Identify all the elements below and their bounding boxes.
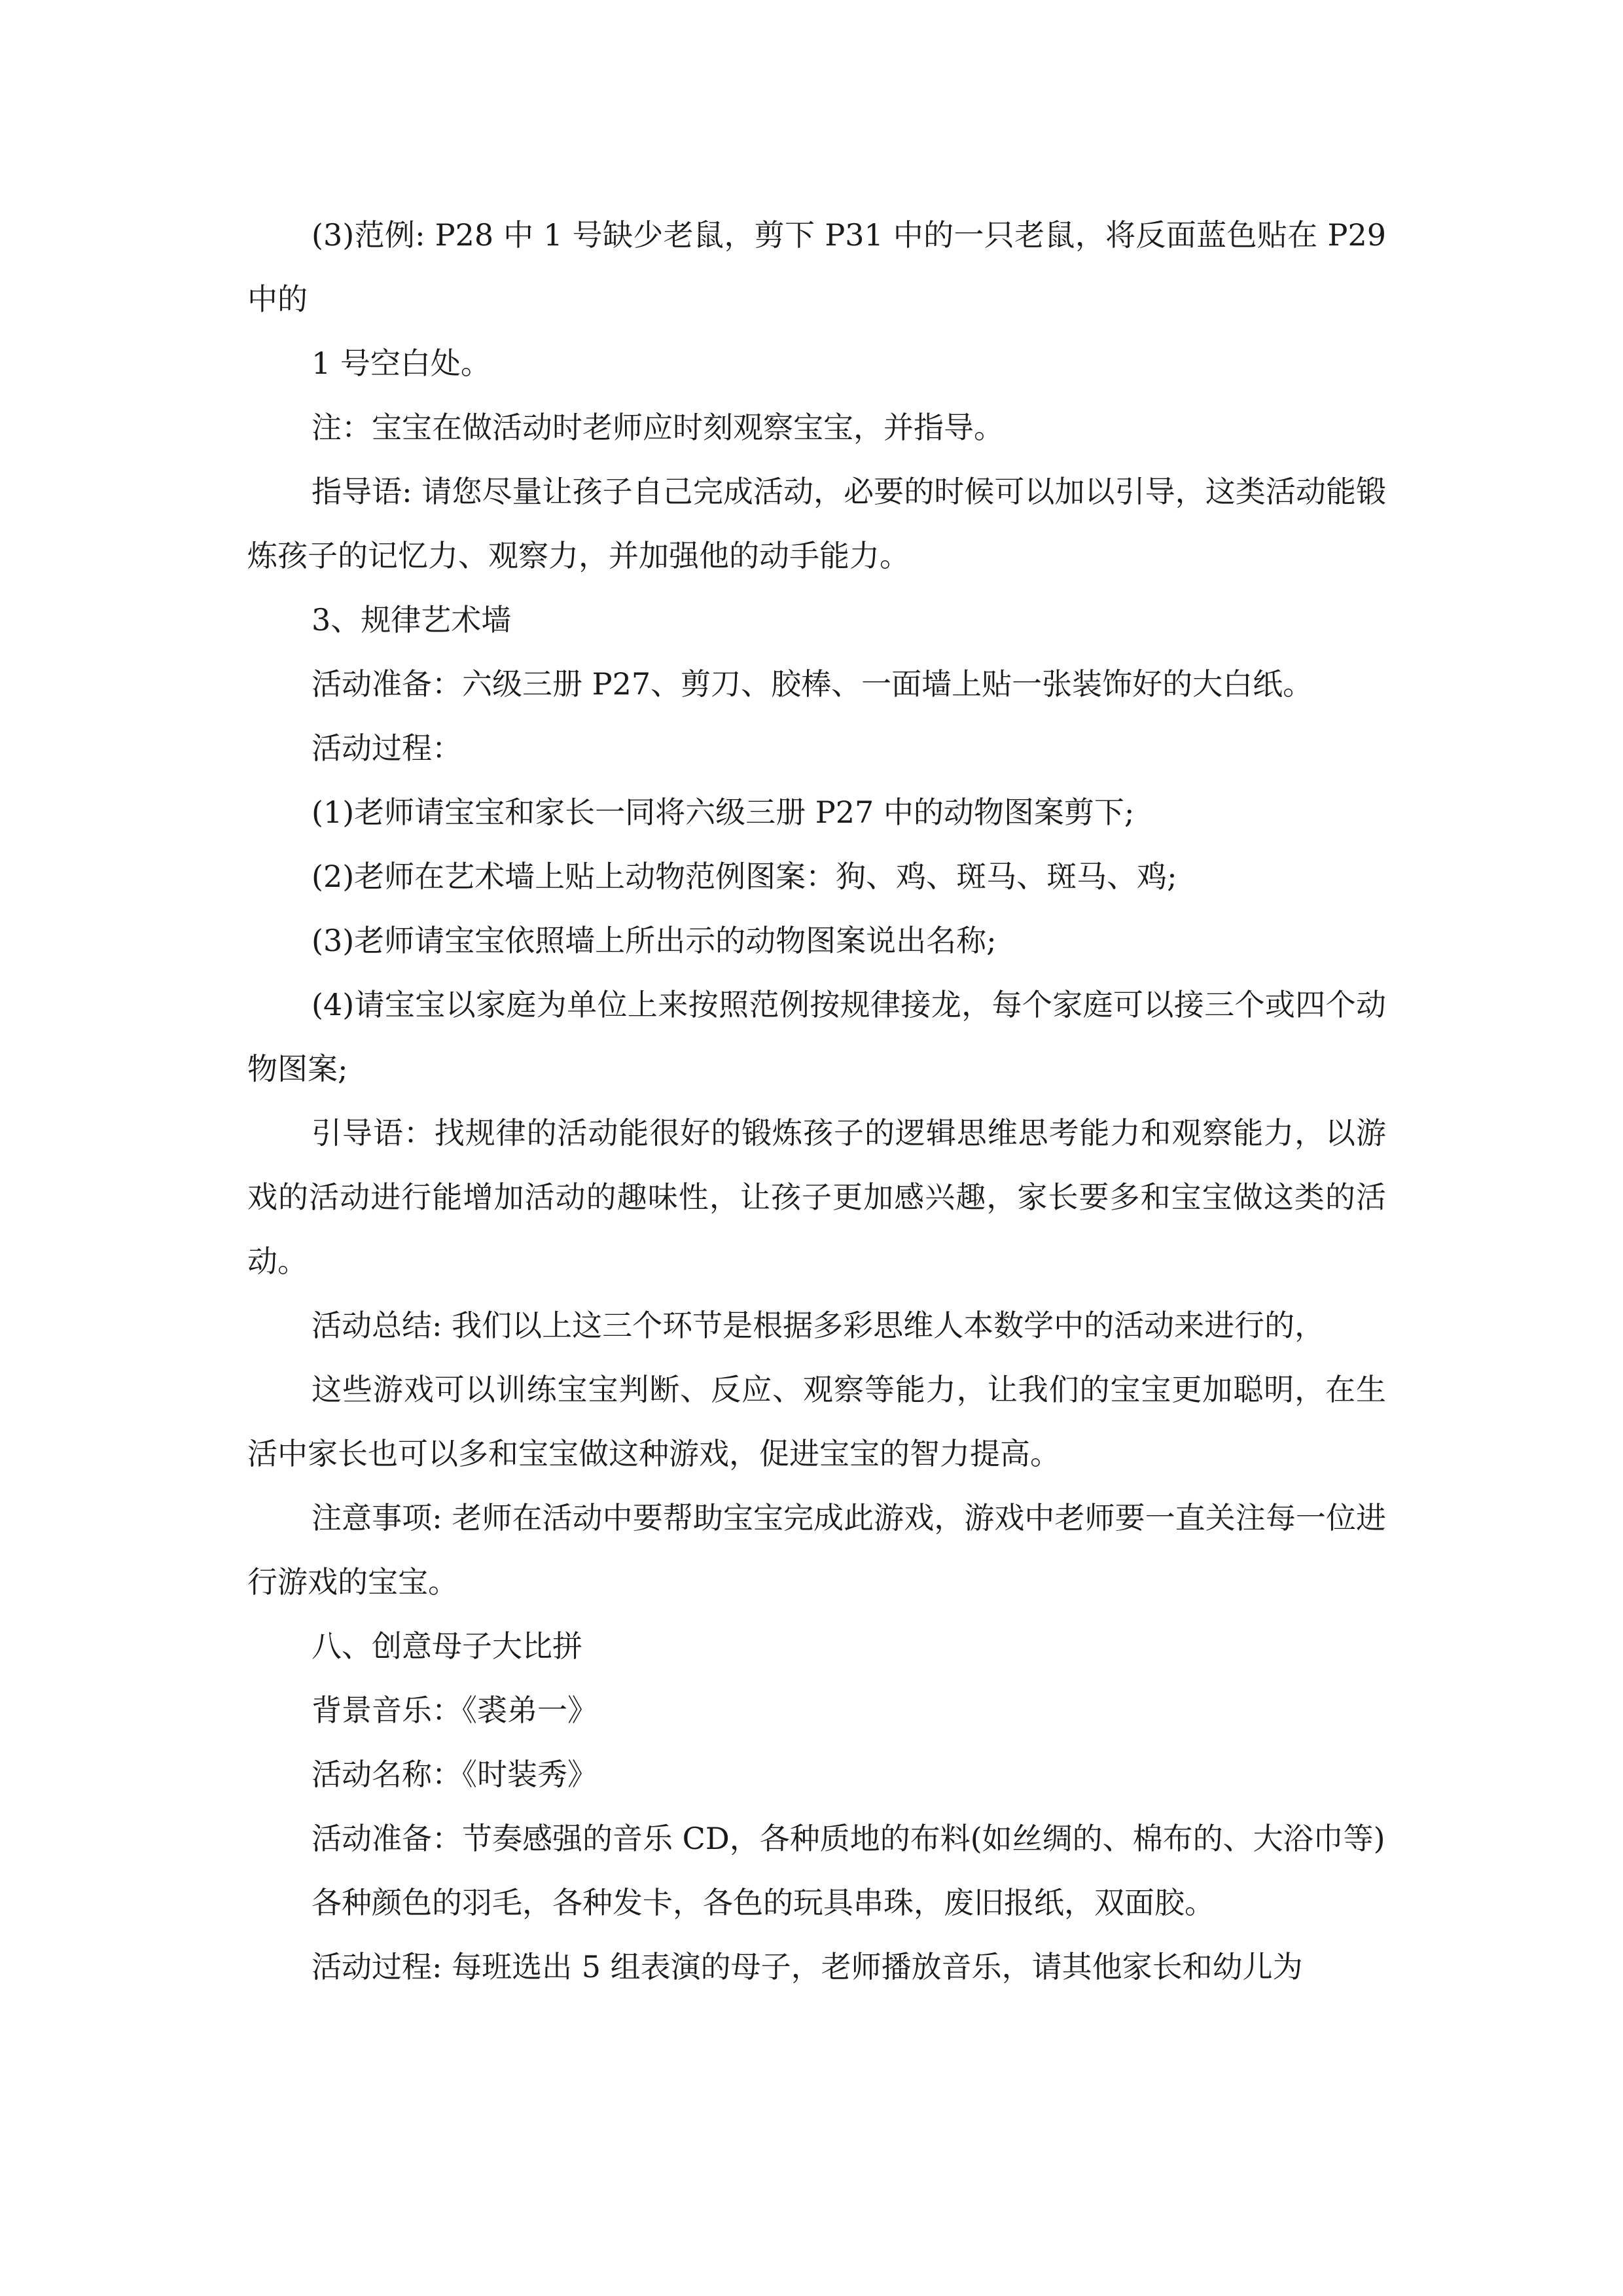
- list-item: (3)老师请宝宝依照墙上所出示的动物图案说出名称;: [312, 923, 997, 958]
- paragraph: 1 号空白处。: [312, 346, 491, 381]
- document-body: [247, 203, 1386, 1999]
- paragraph: 活动过程: 每班选出 5 组表演的母子，老师播放音乐，请其他家长和幼儿为: [312, 1949, 1303, 1984]
- section-heading: 八、创意母子大比拼: [312, 1628, 582, 1664]
- paragraph: 活动名称：《时装秀》: [312, 1757, 597, 1792]
- paragraph: (3)范例: P28 中 1 号缺少老鼠，剪下 P31 中的一只老鼠，将反面蓝色贴在 P29 中的: [247, 217, 1386, 317]
- paragraph: 活动准备：六级三册 P27、剪刀、胶棒、一面墙上贴一张装饰好的大白纸。: [312, 666, 1313, 702]
- paragraph: 指导语: 请您尽量让孩子自己完成活动，必要的时候可以加以引导，这类活动能锻炼孩子的记忆力、观察力，并加强他的动手能力。: [247, 474, 1386, 573]
- paragraph: 注意事项: 老师在活动中要帮助宝宝完成此游戏，游戏中老师要一直关注每一位进行游戏的宝宝。: [247, 1500, 1386, 1600]
- paragraph: 活动过程：: [312, 730, 462, 766]
- paragraph: 各种颜色的羽毛，各种发卡，各色的玩具串珠，废旧报纸，双面胶。: [312, 1885, 1215, 1920]
- list-item: (4)请宝宝以家庭为单位上来按照范例按规律接龙，每个家庭可以接三个或四个动物图案;: [247, 987, 1386, 1086]
- list-item: (1)老师请宝宝和家长一同将六级三册 P27 中的动物图案剪下;: [312, 795, 1135, 830]
- paragraph: 活动准备：节奏感强的音乐 CD，各种质地的布料(如丝绸的、棉布的、大浴巾等): [312, 1821, 1385, 1856]
- paragraph: 注：宝宝在做活动时老师应时刻观察宝宝，并指导。: [312, 410, 1004, 445]
- paragraph: 背景音乐：《裘弟一》: [312, 1693, 597, 1728]
- section-heading: 3、规律艺术墙: [312, 602, 512, 637]
- list-item: (2)老师在艺术墙上贴上动物范例图案：狗、鸡、斑马、斑马、鸡;: [312, 859, 1177, 894]
- paragraph: 引导语：找规律的活动能很好的锻炼孩子的逻辑思维思考能力和观察能力，以游戏的活动进行能增加活动的趣味性，让孩子更加感兴趣，家长要多和宝宝做这类的活动。: [247, 1115, 1386, 1279]
- paragraph: 这些游戏可以训练宝宝判断、反应、观察等能力，让我们的宝宝更加聪明，在生活中家长也可以多和宝宝做这种游戏，促进宝宝的智力提高。: [247, 1372, 1386, 1471]
- paragraph: 活动总结: 我们以上这三个环节是根据多彩思维人本数学中的活动来进行的，: [312, 1308, 1325, 1343]
